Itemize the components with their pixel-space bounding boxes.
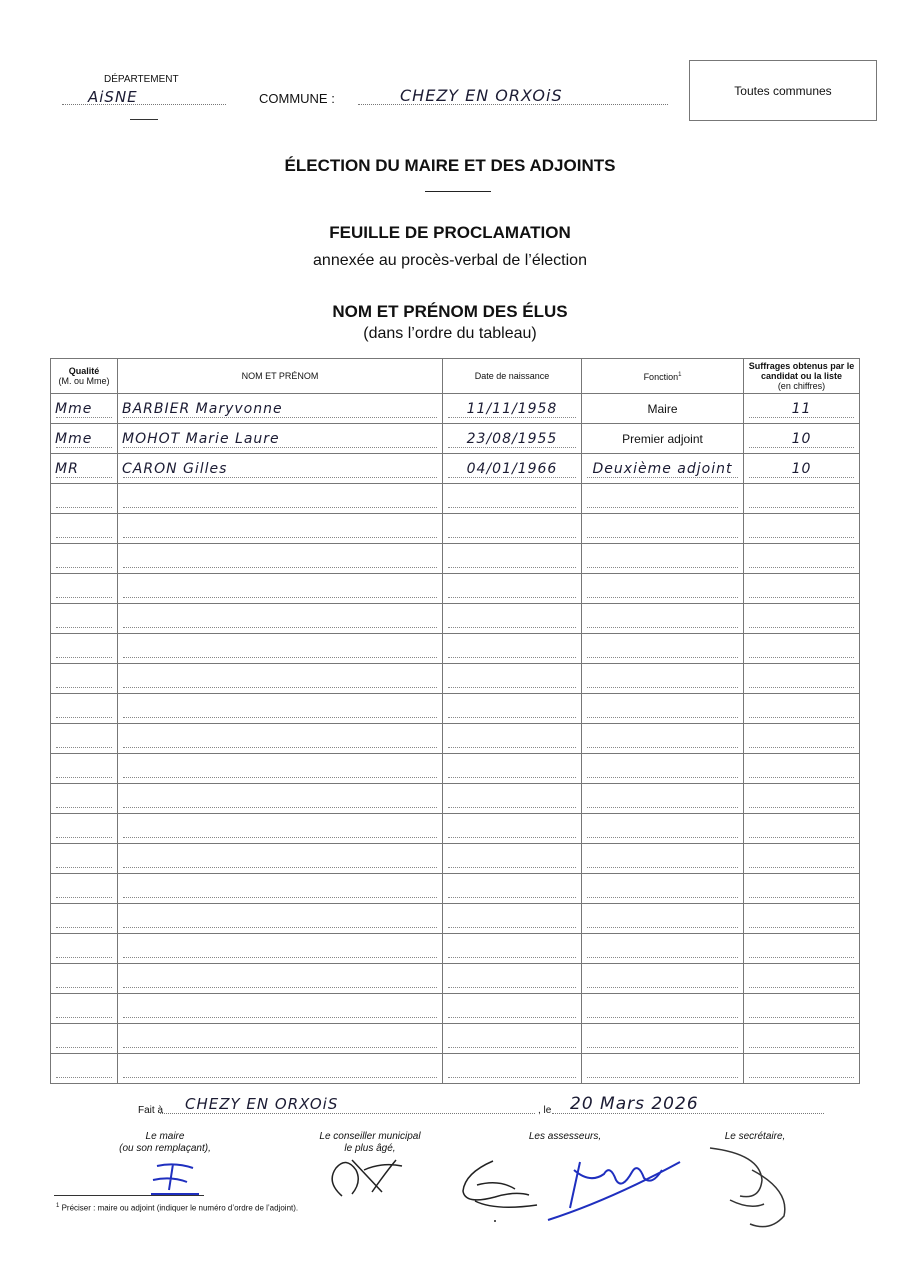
cell-naissance[interactable] bbox=[443, 574, 582, 604]
cell-fonction[interactable] bbox=[582, 604, 744, 634]
suffrages-value: 11 bbox=[791, 401, 812, 417]
cell-nom[interactable] bbox=[118, 994, 443, 1024]
commune-label: COMMUNE : bbox=[259, 91, 335, 106]
cell-qualite[interactable] bbox=[51, 784, 118, 814]
assesseur-2-signature bbox=[540, 1150, 690, 1225]
cell-naissance[interactable] bbox=[443, 604, 582, 634]
cell-qualite[interactable] bbox=[51, 544, 118, 574]
cell-naissance[interactable] bbox=[443, 874, 582, 904]
table-row bbox=[51, 844, 860, 874]
cell-naissance[interactable] bbox=[443, 1024, 582, 1054]
maire-sub: (ou son remplaçant), bbox=[119, 1143, 211, 1154]
header-nom: NOM ET PRÉNOM bbox=[118, 359, 443, 394]
cell-fonction[interactable] bbox=[582, 724, 744, 754]
maire-label: Le maire bbox=[145, 1131, 185, 1142]
table-row bbox=[51, 724, 860, 754]
commune-value[interactable]: CHEZY EN ORXOiS bbox=[400, 86, 563, 105]
header-qualite-label: Qualité bbox=[68, 366, 100, 376]
header-suffrages bbox=[744, 359, 860, 394]
cell-naissance[interactable] bbox=[443, 694, 582, 724]
secretaire-signature bbox=[700, 1140, 810, 1230]
table-row bbox=[51, 994, 860, 1024]
cell-naissance[interactable] bbox=[443, 994, 582, 1024]
table-row bbox=[51, 574, 860, 604]
header-qualite-sub: (M. ou Mme) bbox=[58, 376, 110, 386]
suffrages-value: 10 bbox=[791, 461, 812, 477]
suffrages-value: 10 bbox=[791, 431, 812, 447]
cell-suffrages[interactable] bbox=[744, 604, 860, 634]
cell-suffrages[interactable] bbox=[744, 634, 860, 664]
cell-fonction[interactable] bbox=[582, 1054, 744, 1084]
cell-suffrages[interactable] bbox=[744, 724, 860, 754]
cell-suffrages[interactable] bbox=[744, 484, 860, 514]
ordre-subtitle: (dans l’ordre du tableau) bbox=[363, 325, 537, 342]
fait-a-label: Fait à bbox=[138, 1105, 164, 1116]
table-row bbox=[51, 754, 860, 784]
footnote-rule bbox=[54, 1195, 204, 1196]
cell-suffrages[interactable] bbox=[744, 994, 860, 1024]
cell-fonction[interactable] bbox=[582, 514, 744, 544]
cell-suffrages[interactable] bbox=[744, 664, 860, 694]
footnote-text: Préciser : maire ou adjoint (indiquer le numéro d’ordre de l’adjoint). bbox=[61, 1203, 299, 1213]
table-row bbox=[51, 514, 860, 544]
conseiller-sub: le plus âgé, bbox=[344, 1143, 396, 1154]
cell-nom[interactable] bbox=[118, 814, 443, 844]
naissance-value: 23/08/1955 bbox=[466, 431, 558, 447]
cell-suffrages[interactable] bbox=[744, 814, 860, 844]
cell-fonction[interactable] bbox=[582, 664, 744, 694]
table-row bbox=[51, 634, 860, 664]
cell-nom[interactable] bbox=[118, 844, 443, 874]
page-title: ÉLECTION DU MAIRE ET DES ADJOINTS bbox=[284, 156, 616, 175]
elus-table bbox=[50, 358, 860, 1084]
cell-suffrages[interactable] bbox=[744, 874, 860, 904]
cell-nom[interactable] bbox=[118, 514, 443, 544]
cell-qualite[interactable] bbox=[51, 724, 118, 754]
elus-title: NOM ET PRÉNOM DES ÉLUS bbox=[332, 302, 568, 321]
cell-suffrages[interactable] bbox=[744, 544, 860, 574]
qualite-value: Mme bbox=[55, 431, 93, 447]
cell-nom[interactable] bbox=[118, 574, 443, 604]
departement-value[interactable]: AiSNE bbox=[88, 88, 138, 106]
cell-suffrages[interactable] bbox=[744, 454, 860, 484]
header-fonction bbox=[582, 359, 744, 394]
cell-naissance[interactable] bbox=[443, 964, 582, 994]
cell-fonction[interactable] bbox=[582, 934, 744, 964]
naissance-value: 04/01/1966 bbox=[466, 461, 558, 477]
cell-qualite[interactable] bbox=[51, 844, 118, 874]
cell-nom[interactable] bbox=[118, 604, 443, 634]
fonction-value: Premier adjoint bbox=[622, 432, 703, 446]
table-row bbox=[51, 814, 860, 844]
table-row bbox=[51, 874, 860, 904]
header-suffrages-sub: (en chiffres) bbox=[777, 381, 826, 391]
qualite-value: Mme bbox=[55, 401, 93, 417]
annexe-subtitle: annexée au procès-verbal de l’élection bbox=[313, 252, 587, 269]
cell-fonction[interactable] bbox=[582, 484, 744, 514]
cell-fonction[interactable] bbox=[582, 544, 744, 574]
cell-fonction[interactable] bbox=[582, 814, 744, 844]
cell-naissance[interactable] bbox=[443, 544, 582, 574]
cell-suffrages[interactable] bbox=[744, 424, 860, 454]
cell-suffrages[interactable] bbox=[744, 574, 860, 604]
table-row bbox=[51, 934, 860, 964]
toutes-communes-label: Toutes communes bbox=[734, 84, 832, 98]
cell-naissance[interactable] bbox=[443, 1054, 582, 1084]
cell-fonction[interactable] bbox=[582, 694, 744, 724]
cell-fonction[interactable] bbox=[582, 784, 744, 814]
cell-qualite[interactable] bbox=[51, 424, 118, 454]
header-suffrages-label: Suffrages obtenus par le candidat ou la liste bbox=[748, 361, 855, 381]
table-row bbox=[51, 454, 860, 484]
cell-fonction[interactable] bbox=[582, 904, 744, 934]
cell-qualite[interactable] bbox=[51, 604, 118, 634]
cell-suffrages[interactable] bbox=[744, 754, 860, 784]
maire-signature-label bbox=[105, 1131, 225, 1155]
cell-qualite[interactable] bbox=[51, 1054, 118, 1084]
table-row bbox=[51, 784, 860, 814]
secretaire-signature-label: Le secrétaire, bbox=[724, 1131, 786, 1142]
cell-fonction[interactable] bbox=[582, 754, 744, 784]
table-row bbox=[51, 604, 860, 634]
cell-nom[interactable] bbox=[118, 904, 443, 934]
toutes-communes-box bbox=[689, 60, 877, 121]
cell-suffrages[interactable] bbox=[744, 394, 860, 424]
cell-qualite[interactable] bbox=[51, 904, 118, 934]
cell-qualite[interactable] bbox=[51, 514, 118, 544]
cell-nom[interactable] bbox=[118, 964, 443, 994]
cell-qualite[interactable] bbox=[51, 994, 118, 1024]
cell-qualite[interactable] bbox=[51, 694, 118, 724]
cell-qualite[interactable] bbox=[51, 634, 118, 664]
cell-qualite[interactable] bbox=[51, 394, 118, 424]
fonction-value: Maire bbox=[647, 402, 678, 416]
cell-naissance[interactable] bbox=[443, 484, 582, 514]
cell-qualite[interactable] bbox=[51, 874, 118, 904]
header-naissance: Date de naissance bbox=[443, 359, 582, 394]
cell-nom[interactable] bbox=[118, 454, 443, 484]
cell-naissance[interactable] bbox=[443, 934, 582, 964]
table-row bbox=[51, 964, 860, 994]
table-row bbox=[51, 664, 860, 694]
fait-a-value[interactable]: CHEZY EN ORXOiS bbox=[185, 1095, 339, 1113]
cell-nom[interactable] bbox=[118, 784, 443, 814]
cell-nom[interactable] bbox=[118, 694, 443, 724]
cell-nom[interactable] bbox=[118, 934, 443, 964]
fonction-value: Deuxième adjoint bbox=[592, 461, 733, 477]
cell-qualite[interactable] bbox=[51, 664, 118, 694]
cell-fonction[interactable] bbox=[582, 844, 744, 874]
table-row bbox=[51, 424, 860, 454]
cell-naissance[interactable] bbox=[443, 424, 582, 454]
conseiller-signature bbox=[322, 1152, 412, 1202]
cell-fonction[interactable] bbox=[582, 454, 744, 484]
cell-qualite[interactable] bbox=[51, 934, 118, 964]
departement-label: DÉPARTEMENT bbox=[104, 74, 179, 85]
assesseur-1-signature bbox=[455, 1155, 540, 1215]
cell-qualite[interactable] bbox=[51, 754, 118, 784]
table-row bbox=[51, 904, 860, 934]
header-fonction-note: 1 bbox=[678, 372, 682, 378]
cell-naissance[interactable] bbox=[443, 904, 582, 934]
cell-fonction[interactable] bbox=[582, 1024, 744, 1054]
fait-a-dotted-line bbox=[160, 1113, 535, 1114]
cell-naissance[interactable] bbox=[443, 784, 582, 814]
table-row bbox=[51, 394, 860, 424]
cell-suffrages[interactable] bbox=[744, 934, 860, 964]
table-row bbox=[51, 1054, 860, 1084]
table-row bbox=[51, 694, 860, 724]
cell-qualite[interactable] bbox=[51, 814, 118, 844]
table-row bbox=[51, 1024, 860, 1054]
cell-suffrages[interactable] bbox=[744, 514, 860, 544]
cell-qualite[interactable] bbox=[51, 964, 118, 994]
table-header-row bbox=[51, 359, 860, 394]
cell-fonction[interactable] bbox=[582, 994, 744, 1024]
cell-naissance[interactable] bbox=[443, 664, 582, 694]
title-rule bbox=[425, 191, 491, 192]
cell-naissance[interactable] bbox=[443, 724, 582, 754]
header-qualite bbox=[51, 359, 118, 394]
cell-fonction[interactable] bbox=[582, 574, 744, 604]
date-value[interactable]: 20 Mars 2026 bbox=[570, 1094, 699, 1114]
cell-nom[interactable] bbox=[118, 724, 443, 754]
cell-suffrages[interactable] bbox=[744, 1054, 860, 1084]
cell-nom[interactable] bbox=[118, 394, 443, 424]
cell-suffrages[interactable] bbox=[744, 844, 860, 874]
cell-fonction[interactable] bbox=[582, 964, 744, 994]
cell-qualite[interactable] bbox=[51, 484, 118, 514]
cell-nom[interactable] bbox=[118, 1054, 443, 1084]
nom-value: CARON Gilles bbox=[122, 461, 228, 477]
cell-naissance[interactable] bbox=[443, 814, 582, 844]
proclamation-title: FEUILLE DE PROCLAMATION bbox=[329, 223, 571, 242]
table-row bbox=[51, 484, 860, 514]
cell-qualite[interactable] bbox=[51, 1024, 118, 1054]
cell-nom[interactable] bbox=[118, 754, 443, 784]
cell-qualite[interactable] bbox=[51, 574, 118, 604]
cell-fonction[interactable] bbox=[582, 394, 744, 424]
cell-naissance[interactable] bbox=[443, 754, 582, 784]
cell-naissance[interactable] bbox=[443, 514, 582, 544]
cell-qualite[interactable] bbox=[51, 454, 118, 484]
cell-suffrages[interactable] bbox=[744, 1024, 860, 1054]
cell-nom[interactable] bbox=[118, 424, 443, 454]
cell-nom[interactable] bbox=[118, 634, 443, 664]
cell-naissance[interactable] bbox=[443, 394, 582, 424]
nom-value: MOHOT Marie Laure bbox=[122, 431, 280, 447]
cell-suffrages[interactable] bbox=[744, 784, 860, 814]
naissance-value: 11/11/1958 bbox=[466, 401, 558, 417]
cell-suffrages[interactable] bbox=[744, 694, 860, 724]
maire-signature bbox=[145, 1158, 205, 1198]
footnote bbox=[56, 1203, 298, 1213]
cell-fonction[interactable] bbox=[582, 424, 744, 454]
qualite-value: MR bbox=[55, 461, 79, 477]
cell-suffrages[interactable] bbox=[744, 964, 860, 994]
cell-naissance[interactable] bbox=[443, 844, 582, 874]
table-row bbox=[51, 544, 860, 574]
conseiller-label: Le conseiller municipal bbox=[319, 1131, 421, 1142]
assesseurs-signature-label: Les assesseurs, bbox=[528, 1131, 602, 1142]
cell-nom[interactable] bbox=[118, 664, 443, 694]
cell-nom[interactable] bbox=[118, 484, 443, 514]
cell-nom[interactable] bbox=[118, 874, 443, 904]
cell-naissance[interactable] bbox=[443, 454, 582, 484]
cell-nom[interactable] bbox=[118, 544, 443, 574]
header-fonction-label: Fonction bbox=[643, 372, 679, 382]
cell-naissance[interactable] bbox=[443, 634, 582, 664]
cell-fonction[interactable] bbox=[582, 874, 744, 904]
date-label: , le bbox=[538, 1105, 552, 1116]
nom-value: BARBIER Maryvonne bbox=[122, 401, 283, 417]
cell-suffrages[interactable] bbox=[744, 904, 860, 934]
cell-fonction[interactable] bbox=[582, 634, 744, 664]
cell-nom[interactable] bbox=[118, 1024, 443, 1054]
departement-dotted-line bbox=[62, 104, 226, 105]
departement-underline bbox=[130, 119, 158, 120]
footnote-mark: 1 bbox=[56, 1203, 60, 1209]
